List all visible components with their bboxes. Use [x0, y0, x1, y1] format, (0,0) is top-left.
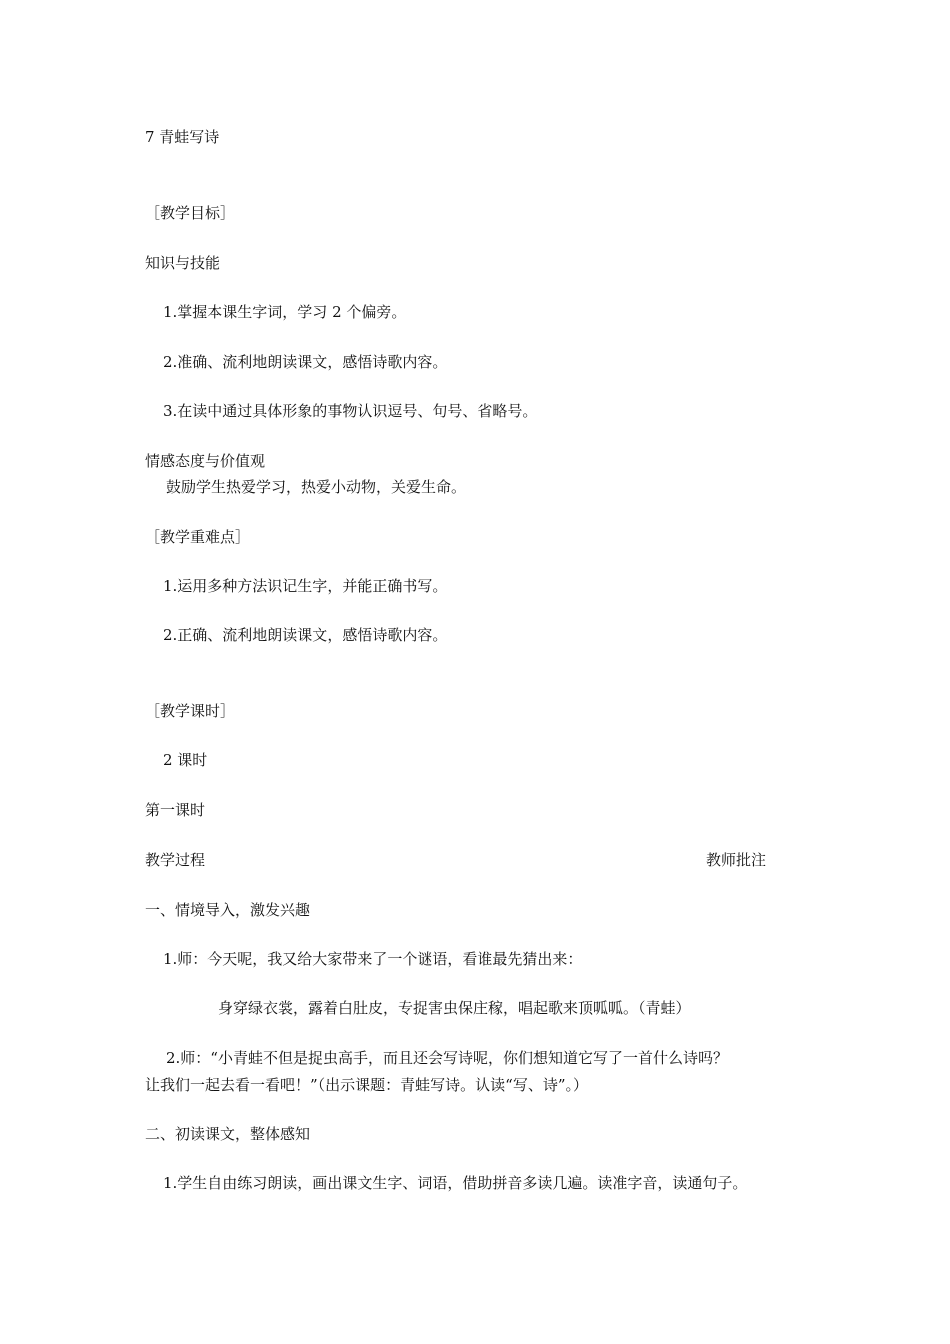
key-points-heading: ［教学重难点］	[145, 528, 251, 546]
lesson-title: 7 青蛙写诗	[145, 128, 220, 146]
section-2-heading: 二、初读课文，整体感知	[145, 1125, 311, 1143]
knowledge-item-3: 3.在读中通过具体形象的事物认识逗号、句号、省略号。	[163, 402, 538, 420]
notes-label: 教师批注	[706, 851, 767, 869]
goals-heading: ［教学目标］	[145, 204, 236, 222]
section-2-item-1: 1.学生自由练习朗读，画出课文生字、词语，借助拼音多读几遍。读准字音，读通句子。	[163, 1174, 748, 1192]
knowledge-heading: 知识与技能	[145, 254, 221, 272]
hours-heading: ［教学课时］	[145, 702, 236, 720]
process-label: 教学过程	[145, 851, 206, 869]
hours-value: 2 课时	[163, 751, 208, 769]
section-1-item-2-line-1: 2.师：“小青蛙不但是捉虫高手，而且还会写诗呢，你们想知道它写了一首什么诗吗？	[166, 1049, 728, 1067]
emotion-text: 鼓励学生热爱学习，热爱小动物，关爱生命。	[166, 478, 467, 496]
riddle-text: 身穿绿衣裳，露着白肚皮，专捉害虫保庄稼，唱起歌来顶呱呱。（青蛙）	[218, 999, 691, 1017]
lesson-one-heading: 第一课时	[145, 801, 206, 819]
knowledge-item-1: 1.掌握本课生字词，学习 2 个偏旁。	[163, 303, 407, 321]
knowledge-item-2: 2.准确、流利地朗读课文，感悟诗歌内容。	[163, 353, 448, 371]
emotion-heading: 情感态度与价值观	[145, 452, 266, 470]
section-1-heading: 一、情境导入，激发兴趣	[145, 901, 311, 919]
key-point-item-1: 1.运用多种方法识记生字，并能正确书写。	[163, 577, 448, 595]
key-point-item-2: 2.正确、流利地朗读课文，感悟诗歌内容。	[163, 626, 448, 644]
section-1-item-1: 1.师：今天呢，我又给大家带来了一个谜语，看谁最先猜出来：	[163, 950, 583, 968]
section-1-item-2-line-2: 让我们一起去看一看吧！”（出示课题：青蛙写诗。认读“写、诗”。）	[145, 1076, 589, 1094]
